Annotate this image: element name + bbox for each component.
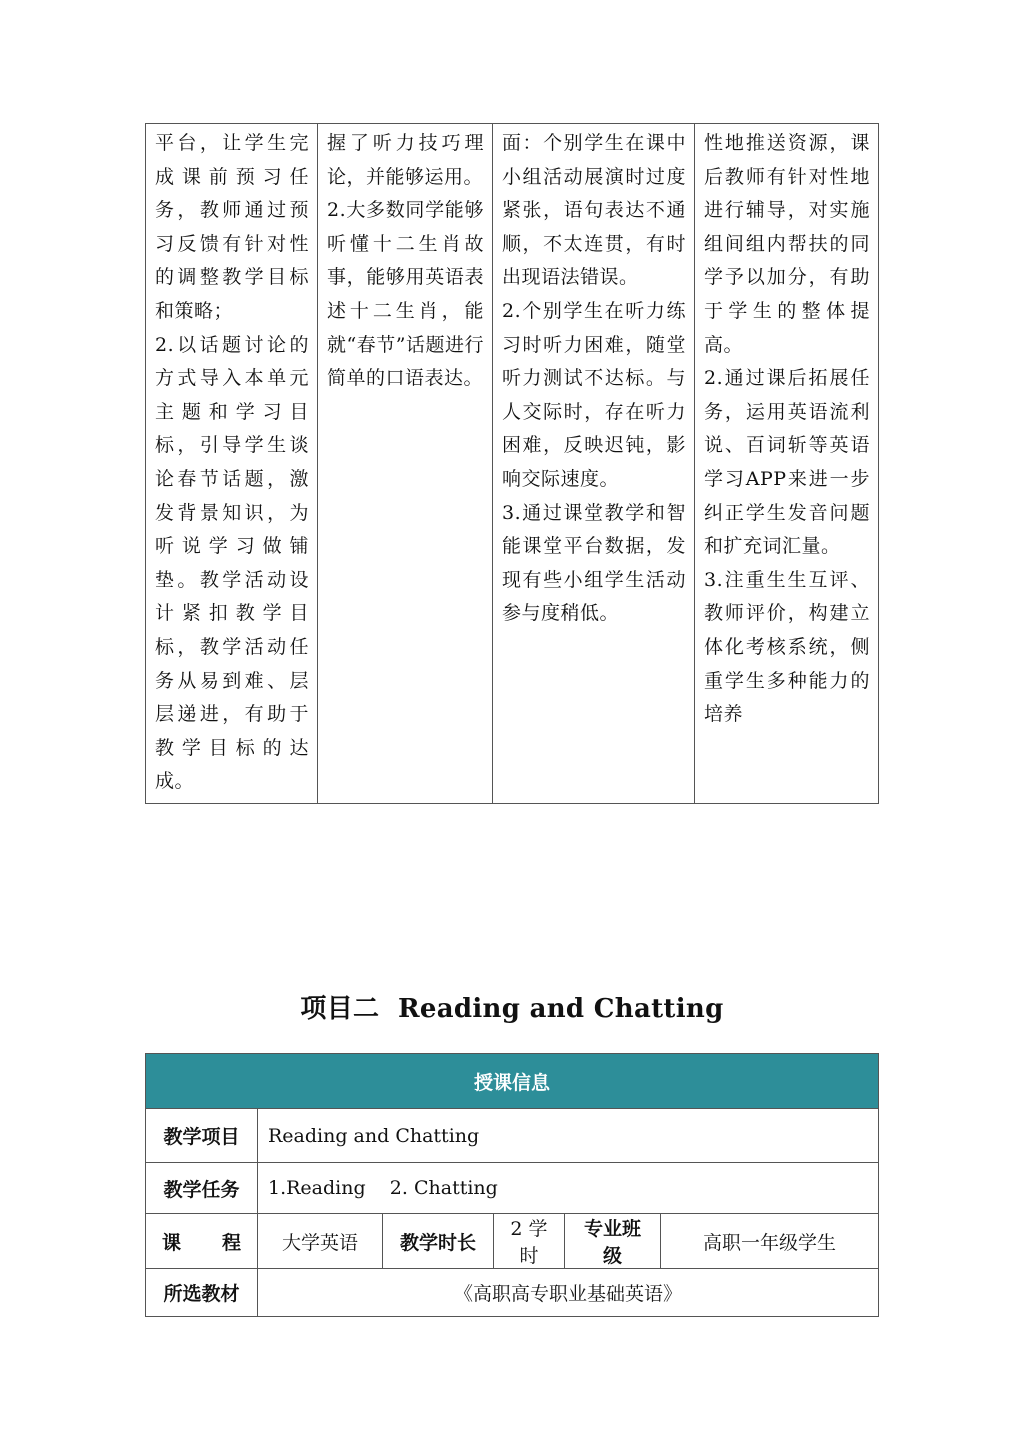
cell-learning-effect: 握了听力技巧理论，并能够运用。 2.大多数同学能够听懂十二生肖故事，能够用英语表述十二生肖，能就“春节”话题进行简单的口语表达。 bbox=[318, 124, 493, 804]
class-label: 专业班级 bbox=[565, 1214, 661, 1269]
continuation-table bbox=[145, 123, 879, 804]
row-project bbox=[146, 1109, 879, 1163]
course-label: 课 程 bbox=[146, 1214, 258, 1269]
textbook-value: 《高职高专职业基础英语》 bbox=[258, 1269, 879, 1317]
class-value: 高职一年级学生 bbox=[661, 1214, 879, 1269]
hours-value: 2 学时 bbox=[494, 1214, 565, 1269]
row-textbook bbox=[146, 1269, 879, 1317]
info-header-row bbox=[146, 1054, 879, 1109]
cell-problems: 面：个别学生在课中小组活动展演时过度紧张，语句表达不通顺，不太连贯，有时出现语法错误。 2.个别学生在听力练习时听力困难，随堂听力测试不达标。与人交际时，存在听力困难，反映迟钝，影响交际速度。 3.通过课堂教学和智能课堂平台数据，发现有些小组学生活动参与度稍低。 bbox=[493, 124, 695, 804]
project-label: 教学项目 bbox=[146, 1109, 258, 1163]
hours-label: 教学时长 bbox=[383, 1214, 494, 1269]
row-task bbox=[146, 1163, 879, 1214]
course-value: 大学英语 bbox=[258, 1214, 383, 1269]
cell-improvements: 性地推送资源，课后教师有针对性地进行辅导，对实施组间组内帮扶的同学予以加分，有助于学生的整体提高。 2.通过课后拓展任务，运用英语流利说、百词斩等英语学习APP来进一步纠正学生发音问题和扩充词汇量。 3.注重生生互评、教师评价，构建立体化考核系统，侧重学生多种能力的培养 bbox=[695, 124, 879, 804]
task-label: 教学任务 bbox=[146, 1163, 258, 1214]
course-info-table bbox=[145, 1053, 879, 1317]
cell-teaching-design: 平台，让学生完成课前预习任务，教师通过预习反馈有针对性的调整教学目标和策略； 2.以话题讨论的方式导入本单元主题和学习目标，引导学生谈论春节话题，激发背景知识，为听说学习做铺垫。教学活动设计紧扣教学目标，教学活动任务从易到难、层层递进，有助于教学目标的达成。 bbox=[146, 124, 318, 804]
textbook-label: 所选教材 bbox=[146, 1269, 258, 1317]
info-header: 授课信息 bbox=[146, 1054, 879, 1109]
project-value: Reading and Chatting bbox=[258, 1109, 879, 1163]
row-course bbox=[146, 1214, 879, 1269]
continuation-row bbox=[146, 124, 879, 804]
task-value: 1.Reading 2. Chatting bbox=[258, 1163, 879, 1214]
section-title: 项目二 Reading and Chatting bbox=[300, 994, 724, 1024]
